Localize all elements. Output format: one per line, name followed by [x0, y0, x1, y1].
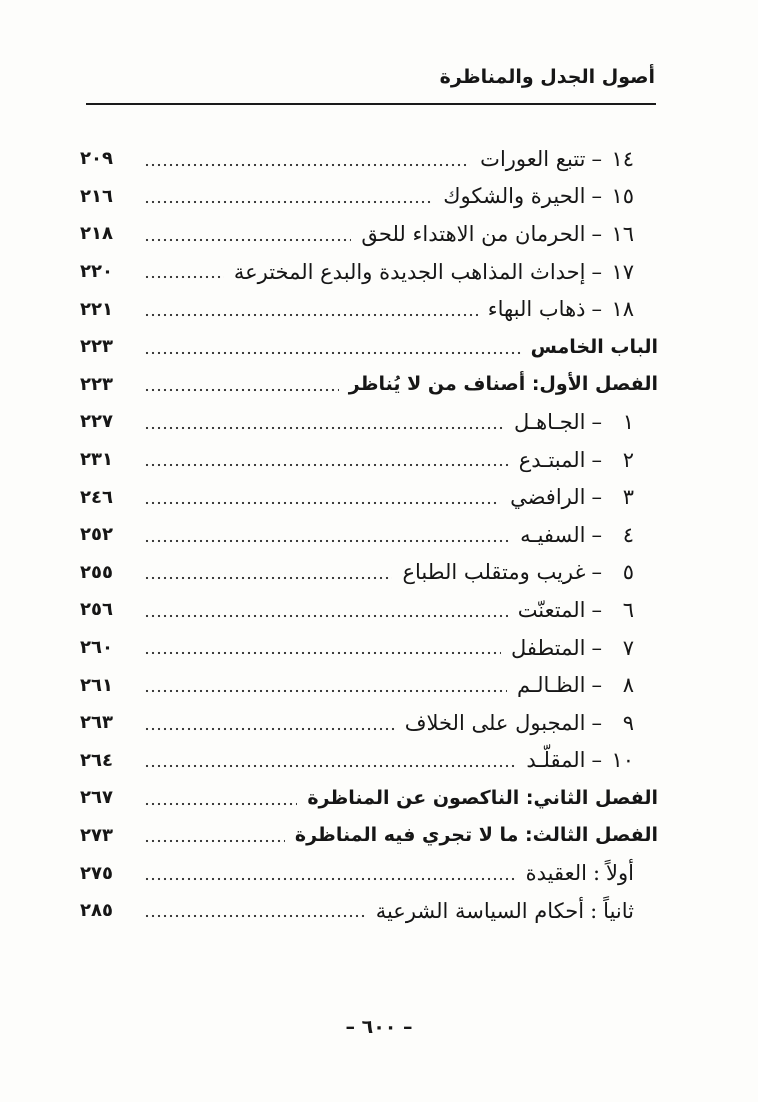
toc-entry-number: ١٠ — [611, 748, 634, 773]
toc-entry-title: الجـاهـل — [514, 409, 586, 434]
toc-entry-number: ١٧ — [611, 259, 634, 284]
toc-entry-number: ١٨ — [611, 297, 634, 322]
toc-entry-title: المبتـدع — [518, 447, 586, 472]
toc-entry-page: ٢٦٠ — [80, 637, 113, 659]
toc-entry-number: ١٦ — [611, 221, 634, 246]
toc-entry-number: ١٥ — [611, 184, 634, 209]
toc-entry-page: ٢٢٣ — [80, 373, 113, 395]
toc-entry — [80, 516, 658, 554]
toc-entry-number: ١٤ — [611, 146, 634, 171]
toc-entry-separator: : — [590, 898, 598, 923]
leader-dots — [144, 238, 351, 242]
toc-entry-title: ذهاب البهاء — [487, 297, 586, 322]
toc-entry-number: ٤ — [622, 522, 634, 547]
toc-entry-page: ٢٠٩ — [80, 148, 113, 170]
toc-entry-page: ٢٦٣ — [80, 712, 113, 734]
toc-entry-page: ٢٥٦ — [80, 599, 113, 621]
leader-dots — [144, 727, 395, 731]
toc-entry-title: تتبع العورات — [480, 146, 586, 171]
leader-dots — [144, 614, 508, 618]
toc-entry-number: ٧ — [622, 635, 634, 660]
toc-entry-separator: – — [591, 221, 602, 246]
toc-entry-page: ٢٥٢ — [80, 524, 113, 546]
toc-heading — [80, 779, 658, 817]
toc-entry-separator: – — [591, 748, 602, 773]
toc-entry-title: غريب ومتقلب الطباع — [402, 560, 586, 585]
toc-entry — [80, 704, 658, 742]
header-rule — [86, 103, 656, 105]
leader-dots — [144, 914, 366, 918]
toc-entry-separator: – — [591, 597, 602, 622]
toc-entry — [80, 290, 658, 328]
toc-entry-separator: – — [591, 635, 602, 660]
toc-entry-title: إحداث المذاهب الجديدة والبدع المخترعة — [233, 259, 586, 284]
toc-entry — [80, 554, 658, 592]
toc-entry-separator: – — [591, 409, 602, 434]
toc-entry — [80, 591, 658, 629]
toc-entry-page: ٢٢٧ — [80, 411, 113, 433]
toc-entry — [80, 140, 658, 178]
toc-entry — [80, 178, 658, 216]
toc-entry — [80, 892, 658, 930]
toc-entry-title: الرافضي — [510, 485, 586, 510]
toc-entry-separator: – — [591, 447, 602, 472]
toc-entry-page: ٢٢٣ — [80, 336, 113, 358]
toc-entry-number: ٩ — [622, 710, 634, 735]
toc-entry-title: السفيـه — [520, 522, 586, 547]
leader-dots — [144, 313, 478, 317]
toc-entry-page: ٢٧٥ — [80, 862, 113, 884]
table-of-contents — [80, 140, 658, 929]
leader-dots — [144, 351, 521, 355]
toc-entry-number: ٦ — [622, 597, 634, 622]
toc-entry-separator: – — [591, 146, 602, 171]
toc-entry-page: ٢٧٣ — [80, 824, 113, 846]
leader-dots — [144, 463, 509, 467]
toc-entry-page: ٢٤٦ — [80, 486, 113, 508]
toc-entry-title: الظـالـم — [516, 673, 586, 698]
toc-heading — [80, 817, 658, 855]
leader-dots — [144, 426, 504, 430]
toc-entry — [80, 478, 658, 516]
leader-dots — [144, 651, 501, 655]
toc-entry-page: ٢١٦ — [80, 185, 113, 207]
toc-heading-title: الفصل الثالث: ما لا تجري فيه المناظرة — [294, 824, 658, 847]
toc-entry-page: ٢٦٤ — [80, 749, 113, 771]
toc-heading — [80, 328, 658, 366]
leader-dots — [144, 877, 516, 881]
toc-entry-title: الحرمان من الاهتداء للحق — [361, 221, 586, 246]
toc-entry-number: ثانياً — [603, 898, 634, 923]
leader-dots — [144, 501, 500, 505]
toc-entry-title: المقلّـد — [526, 748, 586, 773]
leader-dots — [144, 388, 339, 392]
toc-entry-separator: – — [591, 673, 602, 698]
toc-entry-number: أولاً — [606, 861, 634, 886]
toc-entry — [80, 854, 658, 892]
toc-entry-separator: : — [592, 861, 601, 886]
leader-dots — [144, 200, 433, 204]
toc-entry — [80, 441, 658, 479]
toc-heading-title: الفصل الأول: أصناف من لا يُناظر — [348, 373, 658, 396]
toc-entry — [80, 403, 658, 441]
toc-entry-title: المتعنّت — [517, 597, 586, 622]
toc-entry-number: ١ — [622, 409, 634, 434]
toc-entry — [80, 253, 658, 291]
toc-entry-separator: – — [591, 522, 602, 547]
toc-entry-page: ٢٥٥ — [80, 561, 113, 583]
leader-dots — [144, 163, 470, 167]
toc-heading-title: الفصل الثاني: الناكصون عن المناظرة — [307, 786, 658, 809]
toc-entry-separator: – — [591, 184, 602, 209]
toc-entry-number: ٨ — [622, 673, 634, 698]
toc-entry-separator: – — [591, 710, 602, 735]
leader-dots — [144, 839, 285, 843]
toc-entry-page: ٢٦١ — [80, 674, 113, 696]
toc-heading-title: الباب الخامس — [530, 335, 658, 358]
toc-entry-title: أحكام السياسة الشرعية — [375, 898, 585, 923]
leader-dots — [144, 539, 510, 543]
page-number: – ٦٠٠ – — [345, 1016, 413, 1038]
toc-entry — [80, 215, 658, 253]
toc-entry-page: ٢٢١ — [80, 298, 113, 320]
leader-dots — [144, 764, 516, 768]
toc-entry-number: ٥ — [622, 560, 634, 585]
toc-entry-separator: – — [591, 485, 602, 510]
toc-entry-title: المجبول على الخلاف — [404, 710, 586, 735]
leader-dots — [144, 275, 224, 279]
toc-entry-number: ٢ — [622, 447, 634, 472]
toc-entry — [80, 666, 658, 704]
leader-dots — [144, 689, 507, 693]
toc-entry-page: ٢٦٧ — [80, 787, 113, 809]
toc-entry-title: الحيرة والشكوك — [443, 184, 586, 209]
running-header-title: أصول الجدل والمناظرة — [439, 66, 655, 88]
toc-entry-title: المتطفل — [511, 635, 586, 660]
toc-entry — [80, 742, 658, 780]
leader-dots — [144, 576, 392, 580]
toc-heading — [80, 366, 658, 404]
toc-entry-separator: – — [591, 259, 602, 284]
toc-entry — [80, 629, 658, 667]
toc-entry-page: ٢٢٠ — [80, 261, 113, 283]
toc-entry-number: ٣ — [622, 485, 634, 510]
leader-dots — [144, 802, 297, 806]
toc-entry-page: ٢١٨ — [80, 223, 113, 245]
toc-entry-title: العقيدة — [525, 861, 587, 886]
toc-entry-page: ٢٣١ — [80, 449, 113, 471]
toc-entry-separator: – — [591, 297, 602, 322]
toc-entry-page: ٢٨٥ — [80, 900, 113, 922]
toc-entry-separator: – — [591, 560, 602, 585]
